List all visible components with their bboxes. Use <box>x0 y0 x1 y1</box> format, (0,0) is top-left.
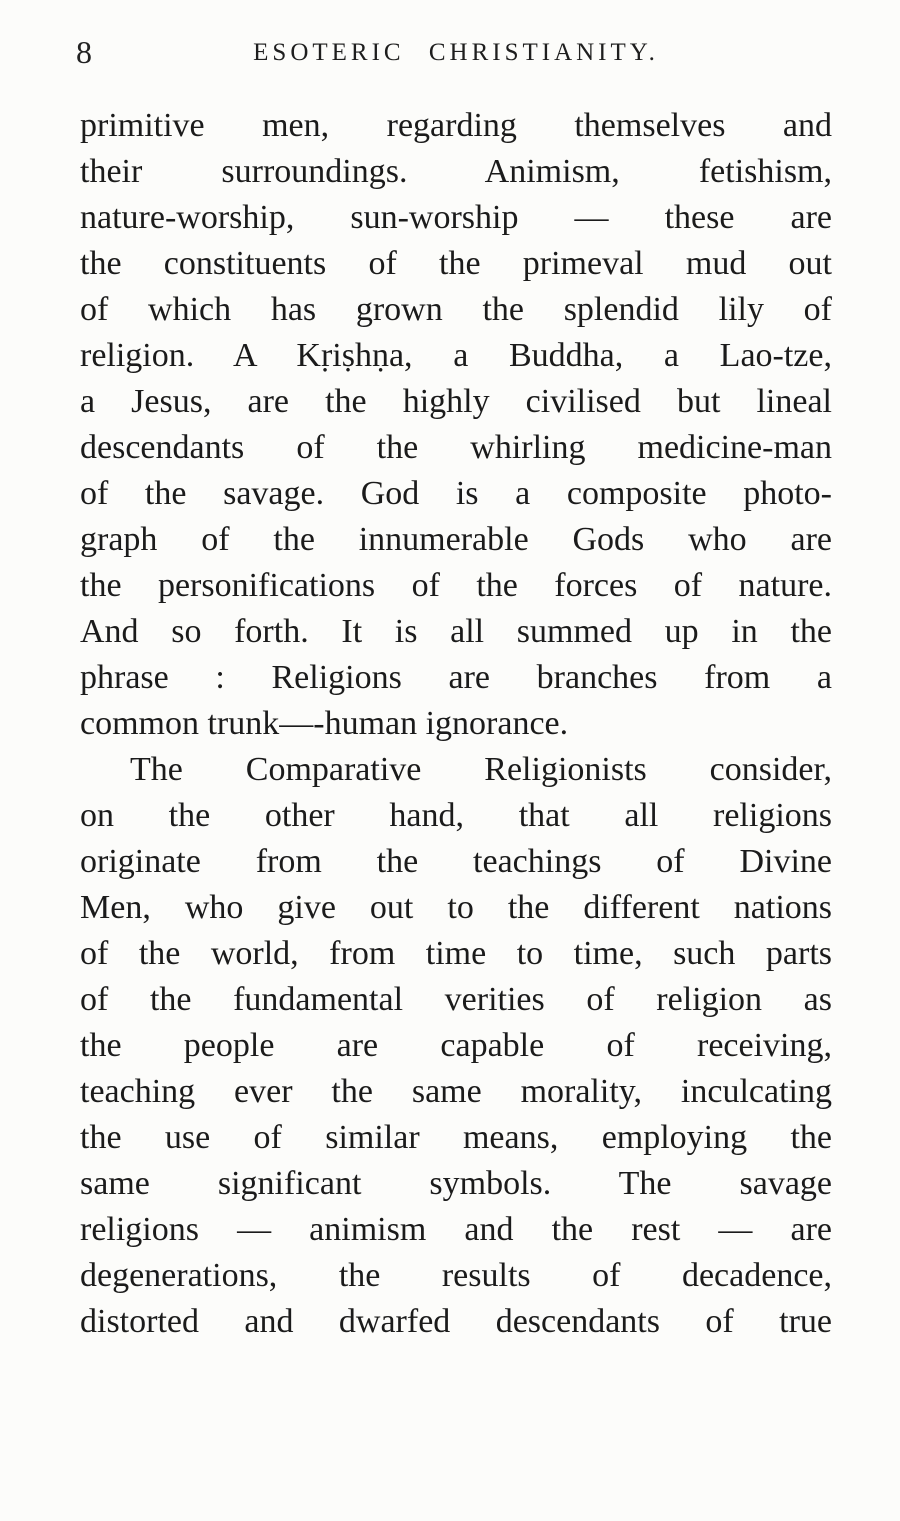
text-line: of the savage. God is a composite photo- <box>80 475 832 512</box>
text-line: graph of the innumerable Gods who are <box>80 521 832 558</box>
text-line: Men, who give out to the different nations <box>80 889 832 926</box>
text-line: the constituents of the primeval mud out <box>80 245 832 282</box>
text-line: on the other hand, that all religions <box>80 797 832 834</box>
page-body <box>80 103 832 1345</box>
text-line: distorted and dwarfed descendants of true <box>80 1303 832 1340</box>
text-line: common trunk—-human ignorance. <box>80 705 569 742</box>
text-line: primitive men, regarding themselves and <box>80 107 832 144</box>
text-line: of the fundamental verities of religion as <box>80 981 832 1018</box>
text-line: of which has grown the splendid lily of <box>80 291 832 328</box>
text-line: The Comparative Religionists consider, <box>130 751 832 788</box>
running-header <box>76 34 832 74</box>
text-line: religions — animism and the rest — are <box>80 1211 832 1248</box>
text-line: teaching ever the same morality, inculcating <box>80 1073 832 1110</box>
text-line: of the world, from time to time, such parts <box>80 935 832 972</box>
paragraph <box>80 747 832 1345</box>
text-line: their surroundings. Animism, fetishism, <box>80 153 832 190</box>
text-line: And so forth. It is all summed up in the <box>80 613 832 650</box>
text-line: originate from the teachings of Divine <box>80 843 832 880</box>
text-line: the personifications of the forces of nature. <box>80 567 832 604</box>
text-line: a Jesus, are the highly civilised but lineal <box>80 383 832 420</box>
text-line: phrase : Religions are branches from a <box>80 659 832 696</box>
header-title: ESOTERIC CHRISTIANITY. <box>253 39 659 66</box>
text-line: degenerations, the results of decadence, <box>80 1257 832 1294</box>
page-number: 8 <box>76 34 92 70</box>
paragraph <box>80 103 832 747</box>
text-line: descendants of the whirling medicine-man <box>80 429 832 466</box>
text-line: religion. A Kṛiṣhṇa, a Buddha, a Lao-tze, <box>80 337 832 374</box>
text-line: nature-worship, sun-worship — these are <box>80 199 832 236</box>
text-line: the use of similar means, employing the <box>80 1119 832 1156</box>
text-line: the people are capable of receiving, <box>80 1027 832 1064</box>
text-line: same significant symbols. The savage <box>80 1165 832 1202</box>
